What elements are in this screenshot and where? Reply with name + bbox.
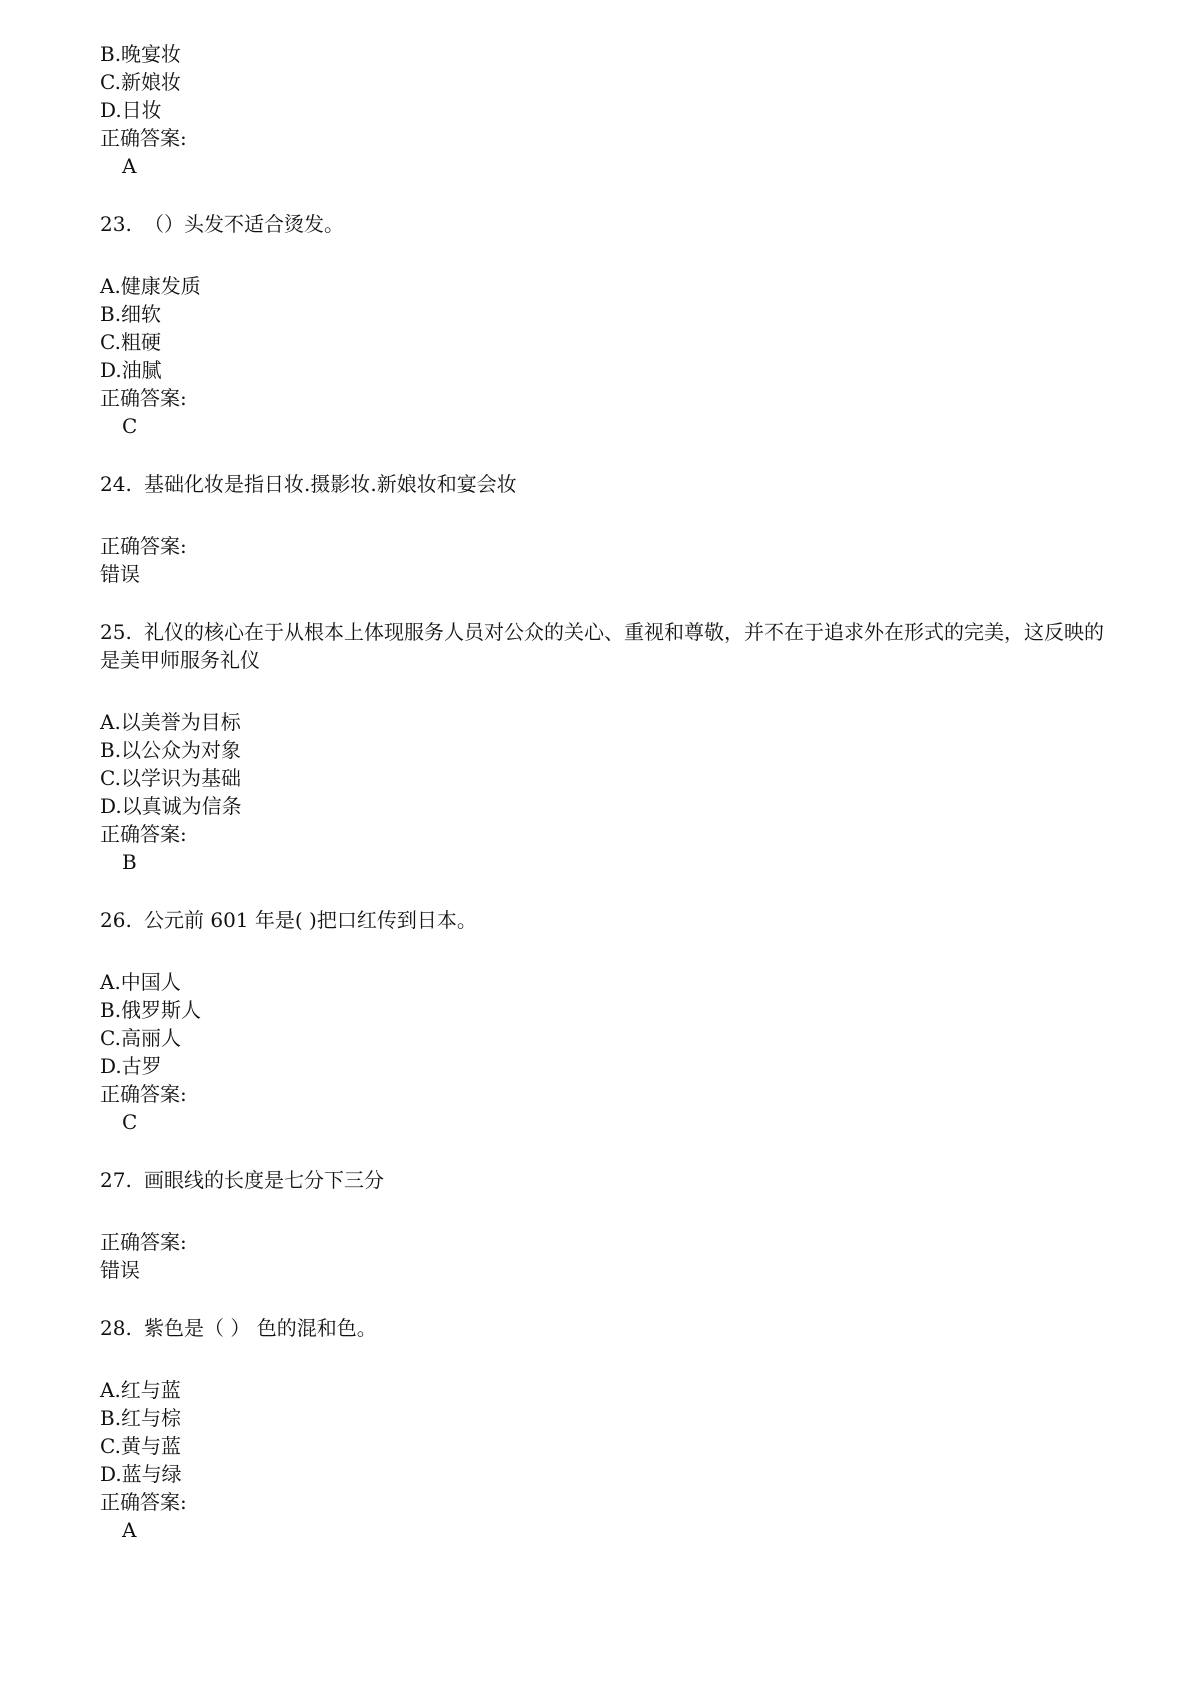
option: A.健康发质	[100, 274, 201, 298]
question-number: 28.	[100, 1316, 132, 1340]
option: B.晚宴妆	[100, 42, 182, 66]
option: D.古罗	[100, 1054, 162, 1078]
question-text: 公元前 601 年是( )把口红传到日本。	[144, 908, 477, 932]
question-text: 紫色是（ ） 色的混和色。	[144, 1316, 377, 1340]
answer-label: 正确答案:	[100, 1490, 187, 1514]
question-block	[100, 210, 1110, 440]
question-number: 26.	[100, 908, 132, 932]
previous-question-tail	[100, 40, 1110, 180]
answer-label: 正确答案:	[100, 534, 187, 558]
answer-value: C	[122, 1110, 138, 1134]
option: D.日妆	[100, 98, 162, 122]
option: B.以公众为对象	[100, 738, 242, 762]
answer-value: 错误	[100, 562, 140, 586]
option: C.以学识为基础	[100, 766, 241, 790]
question-block	[100, 1314, 1110, 1544]
option: C.高丽人	[100, 1026, 181, 1050]
question-number: 24.	[100, 472, 132, 496]
option: B.细软	[100, 302, 162, 326]
question-stem	[100, 470, 1110, 498]
question-text: 画眼线的长度是七分下三分	[144, 1168, 384, 1192]
answer-value: C	[122, 414, 138, 438]
option: D.蓝与绿	[100, 1462, 182, 1486]
option: C.粗硬	[100, 330, 161, 354]
option: C.新娘妆	[100, 70, 181, 94]
option: A.红与蓝	[100, 1378, 181, 1402]
question-text: （）头发不适合烫发。	[144, 212, 344, 236]
answer-label: 正确答案:	[100, 126, 187, 150]
question-block	[100, 1166, 1110, 1284]
question-block	[100, 470, 1110, 588]
question-text: 礼仪的核心在于从根本上体现服务人员对公众的关心、重视和尊敬，并不在于追求外在形式的完美，这反映的是美甲师服务礼仪	[100, 620, 1104, 672]
answer-value: A	[122, 154, 137, 178]
answer-label: 正确答案:	[100, 1230, 187, 1254]
option: D.以真诚为信条	[100, 794, 242, 818]
option: C.黄与蓝	[100, 1434, 181, 1458]
exam-page	[100, 40, 1110, 1544]
answer-value: A	[122, 1518, 137, 1542]
question-block	[100, 618, 1110, 876]
question-text: 基础化妆是指日妆.摄影妆.新娘妆和宴会妆	[144, 472, 517, 496]
answer-value: 错误	[100, 1258, 140, 1282]
option: A.以美誉为目标	[100, 710, 241, 734]
question-stem	[100, 1314, 1110, 1342]
question-block	[100, 906, 1110, 1136]
question-stem	[100, 1166, 1110, 1194]
question-number: 27.	[100, 1168, 132, 1192]
option: B.红与棕	[100, 1406, 182, 1430]
option: B.俄罗斯人	[100, 998, 202, 1022]
answer-value: B	[122, 850, 137, 874]
option: D.油腻	[100, 358, 162, 382]
question-stem	[100, 210, 1110, 238]
question-number: 23.	[100, 212, 132, 236]
answer-label: 正确答案:	[100, 386, 187, 410]
option: A.中国人	[100, 970, 181, 994]
answer-label: 正确答案:	[100, 822, 187, 846]
answer-label: 正确答案:	[100, 1082, 187, 1106]
question-stem	[100, 906, 1110, 934]
question-stem	[100, 618, 1110, 674]
question-number: 25.	[100, 620, 132, 644]
